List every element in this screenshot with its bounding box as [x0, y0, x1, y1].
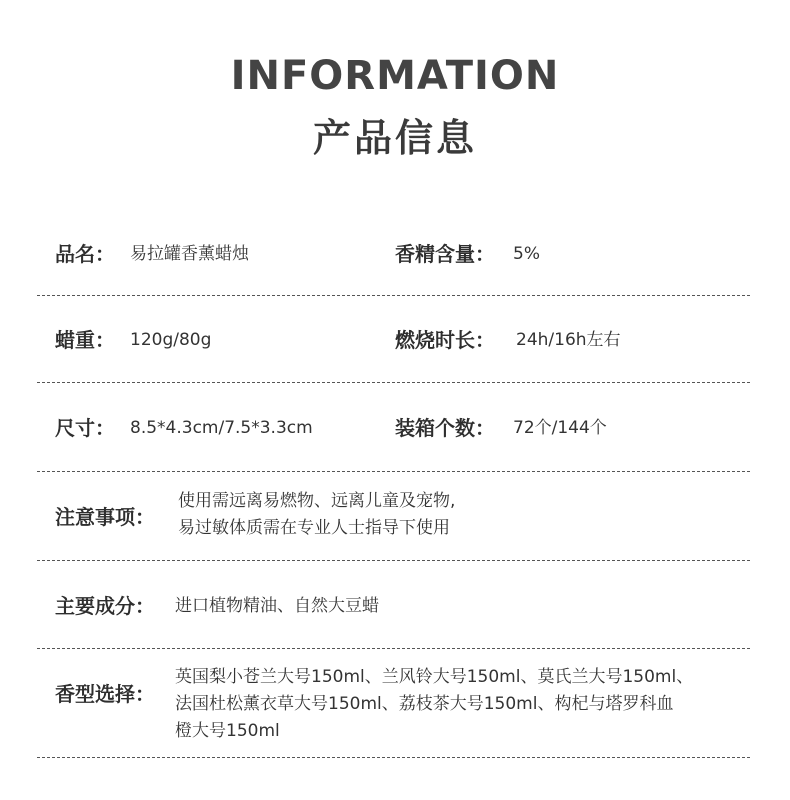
fragrance-content-label: 香精含量： [395, 242, 495, 266]
size-value: 8.5*4.3cm/7.5*3.3cm [130, 418, 313, 438]
scents-line: 法国杜松薰衣草大号150ml、荔枝茶大号150ml、构杞与塔罗科血 [175, 694, 674, 714]
ingredients-value: 进口植物精油、自然大豆蜡 [175, 596, 379, 616]
ingredients-label: 主要成分： [55, 594, 155, 618]
divider-6 [37, 757, 750, 758]
weight-value: 120g/80g [130, 330, 212, 350]
box-count-value: 72个/144个 [513, 418, 607, 438]
scents-value [175, 664, 693, 745]
burn-time-value: 24h/16h左右 [516, 330, 621, 350]
notice-line: 使用需远离易燃物、远离儿童及宠物, [178, 491, 456, 511]
notice-value [178, 488, 455, 542]
box-count-label: 装箱个数： [395, 416, 495, 440]
title-english: INFORMATION [230, 53, 560, 99]
size-label: 尺寸： [55, 416, 115, 440]
name-label: 品名： [55, 242, 115, 266]
weight-label: 蜡重： [55, 328, 115, 352]
divider-3 [37, 471, 750, 472]
divider-5 [37, 648, 750, 649]
divider-2 [37, 382, 750, 383]
scents-label: 香型选择： [55, 682, 155, 706]
divider-4 [37, 560, 750, 561]
notice-label: 注意事项： [55, 505, 155, 529]
scents-line: 橙大号150ml [175, 721, 280, 741]
title-chinese: 产品信息 [312, 116, 477, 160]
burn-time-label: 燃烧时长： [395, 328, 495, 352]
name-value: 易拉罐香薰蜡烛 [130, 244, 249, 264]
fragrance-content-value: 5% [513, 244, 540, 264]
scents-line: 英国梨小苍兰大号150ml、兰风铃大号150ml、莫氏兰大号150ml、 [175, 667, 694, 687]
notice-line: 易过敏体质需在专业人士指导下使用 [178, 518, 450, 538]
divider-1 [37, 295, 750, 296]
